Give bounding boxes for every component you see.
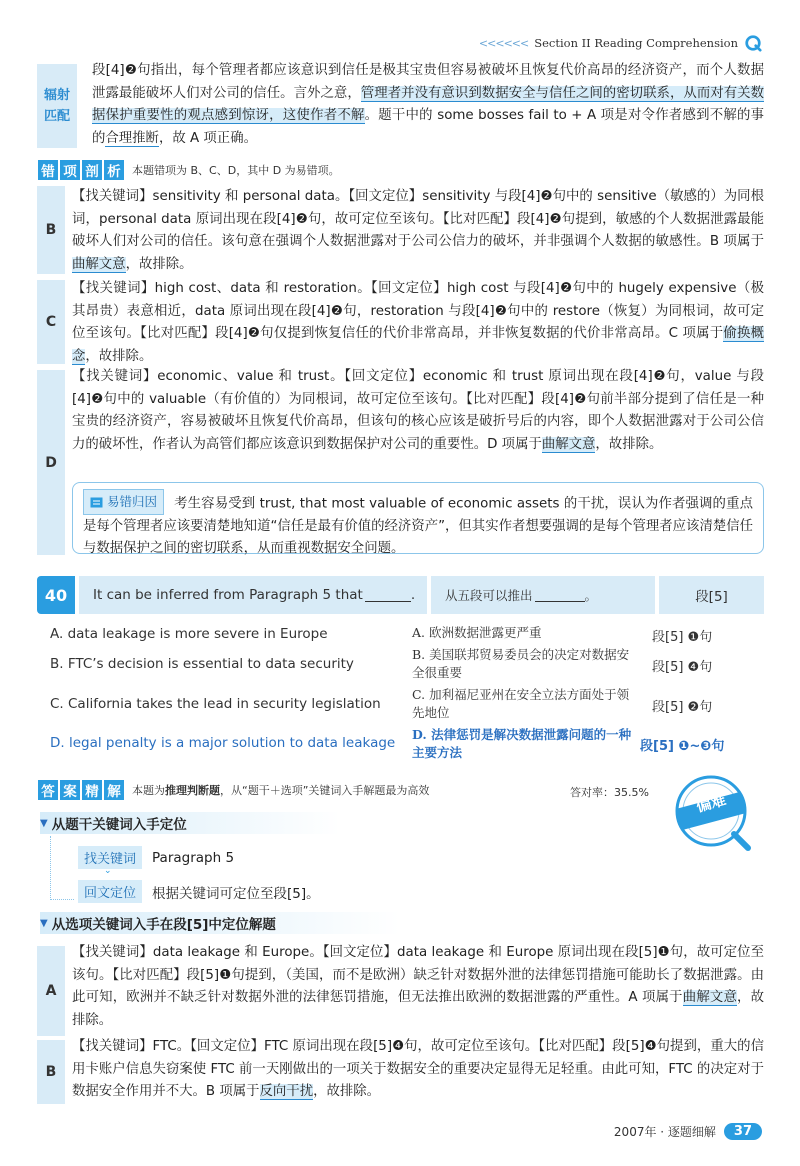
option-letter: D — [37, 370, 65, 555]
option-letter: C — [37, 280, 65, 364]
answer-analysis-band — [38, 780, 429, 800]
mistake-tag: 易错归因 — [83, 489, 164, 515]
book-icon — [90, 497, 103, 508]
triangle-icon: ▼ — [40, 817, 48, 829]
choice-b-loc: 段[5] ❹句 — [652, 660, 713, 675]
difficulty-label: 偏难 — [694, 790, 728, 816]
chevron-down-icon: ⌄ — [104, 866, 112, 876]
band-tile: 项 — [60, 160, 80, 180]
intro-highlight-2: 合理推断 — [105, 130, 159, 146]
answer-option-b-analysis: 【找关键词】FTC。【回文定位】FTC 原词出现在段[5]❹句，故可定位至该句。【比对匹配】段[5]❹句提到，重大的信用卡账户信息失窃案使 FTC 前一天刚做出的一项关于数据安全的重要决定显得无足轻重。由此可知，FTC 的决定对于数据安全作用并不大。B 项属于反向干扰，故排除。 — [72, 1039, 764, 1099]
option-letter: B — [37, 1040, 65, 1104]
triangle-icon: ▼ — [40, 917, 48, 929]
step2-title: 从选项关键词入手在段[5]中定位解题 — [51, 917, 276, 933]
choice-a-loc: 段[5] ❶句 — [652, 630, 713, 645]
error-analysis-band — [38, 160, 340, 180]
mistake-attribution-callout — [72, 482, 764, 554]
option-letter: A — [37, 946, 65, 1036]
question-stem-en: It can be inferred from Paragraph 5 that . — [79, 576, 427, 614]
radiation-match-tag: 辐射 匹配 — [37, 64, 77, 148]
blank-line — [365, 588, 411, 602]
option-letter: B — [37, 186, 65, 274]
intro-highlight: 管理者并没有意识到数据安全与信任之间的密切联系，从而对有关数据保护重要性的观点感到惊讶，这使作者不解 — [92, 85, 765, 123]
answer-analysis-note: 本题为推理判断题，从“题干＋选项”关键词入手解题最为高效 — [132, 784, 430, 797]
step2-bar — [40, 912, 400, 934]
option-d-analysis: 【找关键词】economic、value 和 trust。【回文定位】economic 和 trust 原词出现在段[4]❷句，value 与段[4]❷句中的 valuable（有价值的）为同根词，故可定位至该句。【比对匹配】段[4]❷句前半部分提到了信任是一种宝贵的经济资产，容易被破坏且恢复代价高昂，但该句的核心应该是破折号后的内容，即个人数据泄露对于公司公信力的破坏性，作者认为高管们都应该意识到数据保护对公司的重要性。D 项属于曲解文意，故排除。 — [72, 369, 764, 452]
choice-d-cn: D. 法律惩罚是解决数据泄露问题的一种主要方法 — [412, 727, 632, 760]
error-analysis-note: 本题错项为 B、C、D，其中 D 为易错项。 — [132, 164, 340, 177]
band-tile: 解 — [104, 780, 124, 800]
step-connector — [50, 836, 74, 900]
intro-paragraph: 段[4]❷句指出，每个管理者都应该意识到信任是极其宝贵但容易被破坏且恢复代价高昂的经济资产，而个人数据泄露最能破坏人们对公司的信任。言外之意，管理者并没有意识到数据安全与信任之间的密切联系，从而对有关数据保护重要性的观点感到惊讶，这使作者不解。题干中的 some bosses fail to + A 项是对令作者感到不解的事的合理推断，故 A 项正确。 — [92, 63, 765, 146]
accuracy-rate: 答对率：35.5% — [570, 786, 649, 799]
mistake-text: 考生容易受到 trust, that most valuable of economic assets 的干扰，误认为作者强调的重点是每个管理者应该要清楚地知道“信任是最有价值的经济资产”，但其实作者想要强调的是每个管理者应该清楚信任与数据保护之间的密切联系，从而重视数据安全问题。 — [83, 496, 754, 556]
step1-title: 从题干关键词入手定位 — [51, 817, 187, 833]
step1-bar — [40, 812, 340, 834]
option-b-analysis: 【找关键词】sensitivity 和 personal data。【回文定位】sensitivity 与段[4]❷句中的 sensitive（敏感的）为同根词，personal data 原词出现在段[4]❷句，故可定位至该句。【比对匹配】段[4]❷句提到，敏感的个人数据泄露最能破坏人们对公司的信任。该句意在强调个人数据泄露对于公司公信力的破坏，并非强调个人数据的敏感性。B 项属于曲解文意，故排除。 — [72, 189, 764, 272]
question-location: 段[5] — [659, 576, 764, 614]
choice-a-en: A. data leakage is more severe in Europe — [50, 626, 328, 642]
choice-d-loc: 段[5] ❶~❸句 — [640, 739, 725, 754]
keyword-row — [78, 846, 234, 869]
choice-b-cn: B. 美国联邦贸易委员会的决定对数据安全很重要 — [412, 647, 630, 680]
location-row — [78, 880, 320, 903]
choice-c-loc: 段[5] ❷句 — [652, 700, 713, 715]
question-row — [37, 576, 764, 614]
footer-label: 2007年 · 逐题细解 — [613, 1125, 716, 1139]
page-number: 37 — [724, 1123, 762, 1140]
band-tile: 析 — [104, 160, 124, 180]
keyword-value: Paragraph 5 — [152, 849, 235, 866]
choice-c-cn: C. 加利福尼亚州在安全立法方面处于领先地位 — [412, 687, 630, 720]
band-tile: 剖 — [82, 160, 102, 180]
band-tile: 精 — [82, 780, 102, 800]
question-stem-cn: 从五段可以推出 。 — [431, 576, 655, 614]
section-title: Section II Reading Comprehension — [534, 36, 738, 50]
choice-d-en: D. legal penalty is a major solution to data leakage — [50, 735, 396, 751]
choice-c-en: C. California takes the lead in security legislation — [50, 696, 381, 712]
q-logo-icon — [744, 34, 762, 52]
choice-a-cn: A. 欧洲数据泄露更严重 — [412, 625, 542, 640]
band-tile: 案 — [60, 780, 80, 800]
running-header — [479, 34, 762, 52]
option-c-analysis: 【找关键词】high cost、data 和 restoration。【回文定位】high cost 与段[4]❷句中的 hugely expensive（极其昂贵）表意相近，data 原词出现在段[4]❷句，restoration 与段[4]❷句中的 restore（恢复）为同根词，故可定位至该句。【比对匹配】段[4]❷句仅提到恢复信任的代价非常高昂，并非恢复数据的代价非常高昂。C 项属于偷换概念，故排除。 — [72, 281, 764, 364]
question-number: 40 — [37, 576, 75, 614]
band-tile: 错 — [38, 160, 58, 180]
blank-line — [535, 588, 585, 602]
choice-b-en: B. FTC’s decision is essential to data security — [50, 656, 354, 672]
answer-option-a-analysis: 【找关键词】data leakage 和 Europe。【回文定位】data leakage 和 Europe 原词出现在段[5]❶句，故可定位至该句。【比对匹配】段[5]❶句提到，（美国，而不是欧洲）缺乏针对数据外泄的法律惩罚措施可能助长了数据泄露。由此可知，欧洲并不缺乏针对数据外泄的法律惩罚措施，但无法推出欧洲的数据泄露的严重性。A 项属于曲解文意，故排除。 — [72, 945, 765, 1028]
page-footer — [614, 1123, 762, 1140]
keyword-tag: 找关键词 — [78, 846, 142, 869]
location-tag: 回文定位 — [78, 880, 142, 903]
header-arrows: <<<<<< — [478, 36, 529, 50]
band-tile: 答 — [38, 780, 58, 800]
location-value: 根据关键词可定位至段[5]。 — [152, 885, 320, 902]
